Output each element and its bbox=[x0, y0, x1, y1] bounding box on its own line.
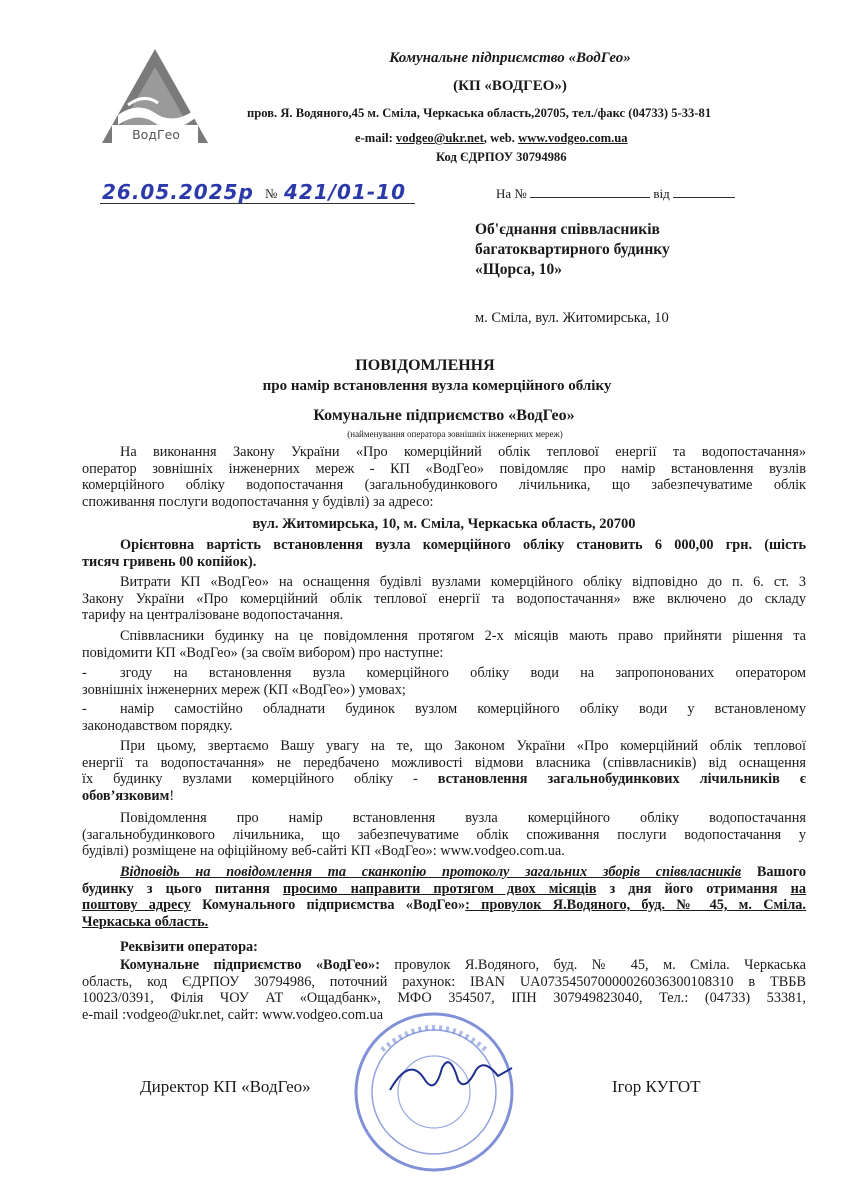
text-line: їх будинку вузлами комерційного обліку - встановлення загальнобудинкових лічильників є bbox=[82, 771, 806, 787]
text-line: - згоду на встановлення вузла комерційного обліку води на запропонованих оператором bbox=[82, 665, 806, 681]
outgoing-date: 26.05.2025р bbox=[102, 180, 254, 204]
web-label: web. bbox=[490, 131, 515, 145]
paragraph-1 bbox=[82, 444, 806, 510]
signer-position: Директор КП «ВодГео» bbox=[140, 1077, 311, 1096]
paragraph-cost bbox=[82, 537, 806, 570]
email-link[interactable]: vodgeo@ukr.net bbox=[395, 131, 484, 145]
org-name: Комунальне підприємство «ВодГео» bbox=[389, 50, 631, 66]
operator-note: (найменування оператора зовнішніх інженерних мереж) bbox=[347, 429, 563, 439]
email-label: e-mail: bbox=[355, 131, 393, 145]
text-line: тисяч гривень 00 копійок). bbox=[82, 553, 257, 570]
signer-name: Ігор КУГОТ bbox=[612, 1077, 701, 1096]
logo bbox=[98, 45, 213, 155]
text-line: Орієнтовна вартість встановлення вузла комерційного обліку становить 6 000,00 грн. (шість bbox=[120, 537, 806, 553]
paragraph-3 bbox=[82, 574, 806, 624]
text-line: законодавством порядку. bbox=[82, 717, 233, 734]
text-line: область, код ЄДРПОУ 30794986, поточний рахунок: IBAN UA073545070000026036300108310 в ТВБВ bbox=[82, 973, 806, 990]
document-title: ПОВІДОМЛЕННЯ bbox=[355, 357, 495, 374]
paragraph-5 bbox=[82, 738, 806, 804]
incoming-date-label: від bbox=[653, 186, 670, 201]
org-contacts: e-mail: vodgeo@ukr.net, web. www.vodgeo.com.ua bbox=[355, 131, 628, 145]
incoming-number-blank bbox=[530, 185, 650, 198]
text-line: обов’язковим! bbox=[82, 787, 175, 804]
text-line: поштову адресу Комунального підприємства «ВодГео»: провулок Я.Водяного, буд. № 45, м. Сміла. bbox=[82, 897, 807, 913]
recipient-line: Об'єднання співвласників bbox=[475, 221, 660, 238]
edrpou-code: Код ЄДРПОУ 30794986 bbox=[436, 150, 567, 164]
paragraph-reply bbox=[82, 864, 806, 930]
bullet-2 bbox=[82, 701, 806, 734]
incoming-number-label: На № bbox=[496, 186, 527, 201]
text-line: Комунальне підприємство «ВодГео»: провулок Я.Водяного, буд. № 45, м. Сміла. Черкаська bbox=[120, 957, 806, 973]
text-line: Витрати КП «ВодГео» на оснащення будівлі вузлами комерційного обліку відповідно до п. 6. ст. 3 bbox=[120, 574, 806, 590]
paragraph-4 bbox=[82, 628, 806, 661]
outgoing-number-label: № bbox=[265, 186, 278, 201]
text-line: На виконання Закону України «Про комерційний облік теплової енергії та водопостачання» bbox=[120, 444, 806, 460]
text-line: Повідомлення про намір встановлення вузла комерційного обліку водопостачання bbox=[120, 810, 806, 826]
recipient-block bbox=[475, 220, 670, 280]
web-link[interactable]: www.vodgeo.com.ua bbox=[518, 131, 628, 145]
text-line: будівлі) розміщене на офіційному веб-сайті КП «ВодГео»: www.vodgeo.com.ua. bbox=[82, 843, 565, 859]
text-line: Закону України «Про комерційний облік теплової енергії та водопостачання» вже включено до складу bbox=[82, 590, 806, 607]
text-line: Черкаська область. bbox=[82, 913, 209, 930]
operator-name: Комунальне підприємство «ВодГео» bbox=[313, 407, 575, 424]
text-line: - намір самостійно обладнати будинок вузлом комерційного обліку води у встановленому bbox=[82, 701, 806, 717]
signature-icon bbox=[380, 1050, 520, 1100]
text-line: Відповідь на повідомлення та сканкопію протоколу загальних зборів співвласників Вашого bbox=[120, 864, 806, 880]
text-line: будинку з цього питання просимо направити протягом двох місяців з дня його отримання на bbox=[82, 880, 807, 897]
text-line: повідомити КП «ВодГео» (за своїм вибором) про наступне: bbox=[82, 644, 444, 661]
outgoing-underline bbox=[100, 203, 415, 204]
incoming-ref bbox=[496, 185, 735, 202]
text-line: тарифу на централізоване водопостачання. bbox=[82, 607, 344, 623]
incoming-date-blank bbox=[673, 185, 735, 198]
paragraph-6 bbox=[82, 810, 806, 860]
org-address: пров. Я. Водяного,45 м. Сміла, Черкаська область,20705, тел./факс (04733) 5-33-81 bbox=[247, 106, 712, 120]
recipient-address: м. Сміла, вул. Житомирська, 10 bbox=[475, 310, 669, 326]
text-line: (загальнобудинкового лічильника, що забезпечуватиме облік споживання послуги водопостачання у bbox=[82, 826, 806, 843]
bullet-1 bbox=[82, 665, 806, 698]
recipient-line: «Щорса, 10» bbox=[475, 261, 562, 278]
text-line: e-mail :vodgeo@ukr.net, сайт: www.vodgeo.com.ua bbox=[82, 1006, 384, 1023]
text-line: Співвласники будинку на це повідомлення протягом 2-х місяців мають право прийняти рішення та bbox=[120, 628, 806, 644]
org-short: (КП «ВОДГЕО») bbox=[453, 78, 567, 94]
recipient-line: багатоквартирного будинку bbox=[475, 241, 670, 258]
document-subtitle: про намір встановлення вузла комерційного обліку bbox=[262, 378, 612, 394]
requisites-title: Реквізити оператора: bbox=[120, 939, 258, 955]
signature-scribble bbox=[380, 1050, 520, 1105]
text-line: енергії та водопостачання» не передбачено можливості відмови власника (співвласників) від оснащення bbox=[82, 754, 806, 771]
logo-text: ВодГео bbox=[132, 127, 180, 142]
text-line: оператор зовнішніх інженерних мереж - КП «ВодГео» повідомляє про намір встановлення вузлів bbox=[82, 460, 806, 477]
text-line: зовнішніх інженерних мереж (КП «ВодГео») умовах; bbox=[82, 681, 406, 698]
text-line: комерційного обліку водопостачання (загальнобудинкового лічильника, що забезпечуватиме облік bbox=[82, 477, 806, 493]
text-line: 10023/0391, Філія ЧОУ АТ «Ощадбанк», МФО 354507, ІПН 307949823040, Тел.: (04733) 53381, bbox=[82, 990, 806, 1006]
text-line: споживання послуги водопостачання у будівлі) за адресо: bbox=[82, 493, 434, 510]
object-address: вул. Житомирська, 10, м. Сміла, Черкаська область, 20700 bbox=[252, 516, 636, 532]
text-line: При цьому, звертаємо Вашу увагу на те, що Законом України «Про комерційний облік теплової bbox=[120, 738, 806, 754]
outgoing-number: 421/01-10 bbox=[284, 180, 407, 204]
